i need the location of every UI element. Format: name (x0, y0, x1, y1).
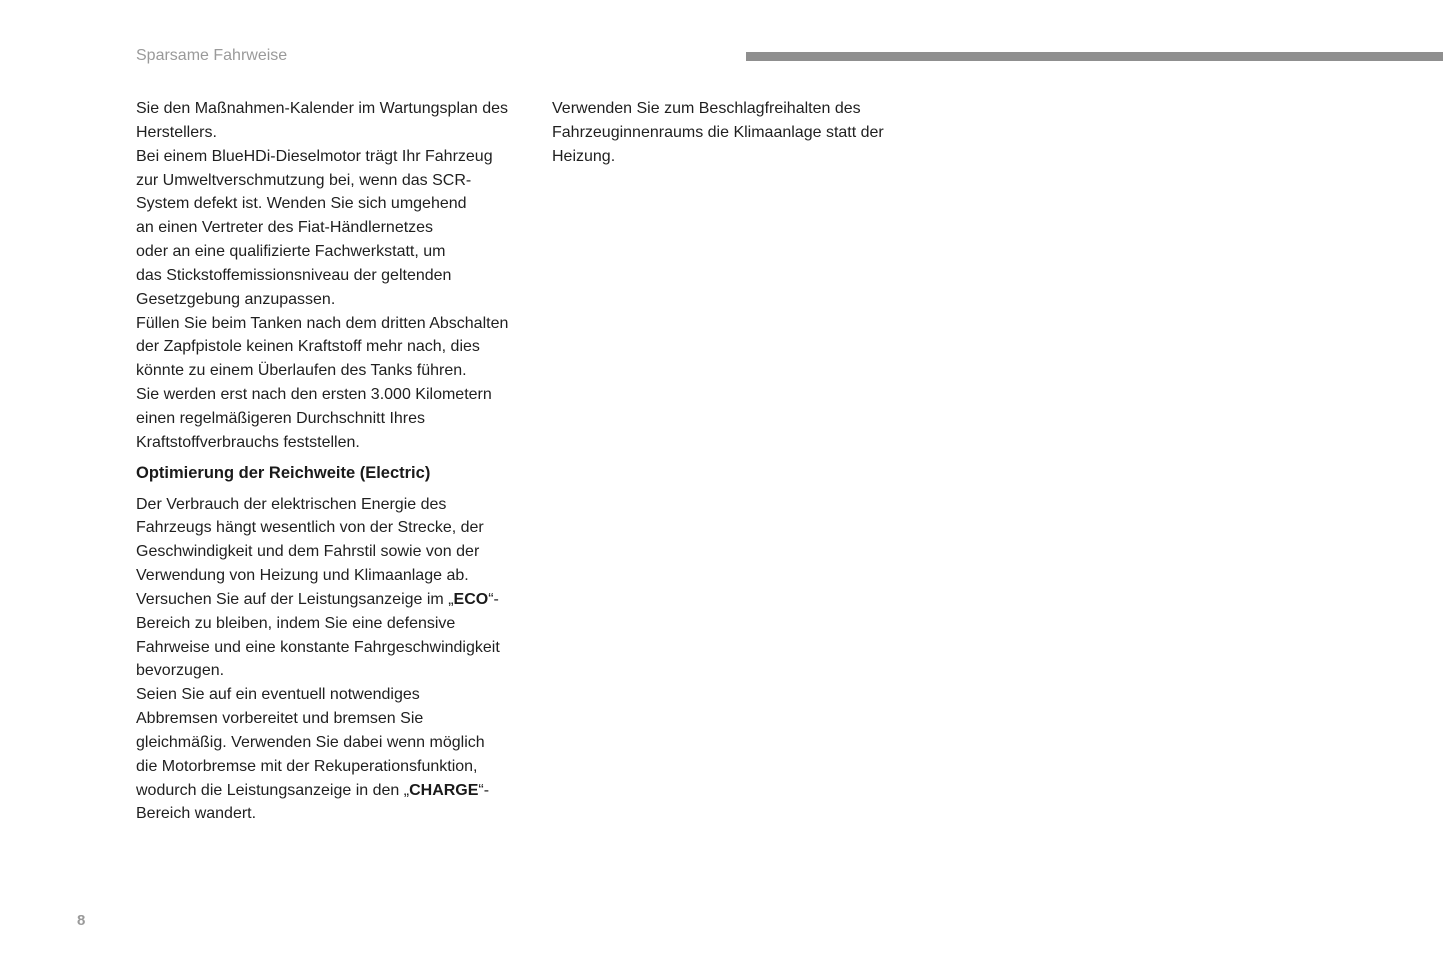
text-line: Geschwindigkeit und dem Fahrstil sowie von der (136, 543, 480, 561)
text-line: einen regelmäßigeren Durchschnitt Ihres (136, 409, 426, 427)
header-bar (746, 52, 1443, 61)
text-line: das Stickstoffemissionsniveau der geltenden (136, 266, 452, 284)
charge-line (136, 779, 536, 803)
text-line: Bereich wandert. (136, 805, 257, 823)
text-line: Verwendung von Heizung und Klimaanlage ab. (136, 567, 469, 585)
section-title: Sparsame Fahrweise (136, 47, 288, 64)
charge-line-before: wodurch die Leistungsanzeige in den „ (136, 781, 410, 799)
text-line: oder an eine qualifizierte Fachwerkstatt, um (136, 243, 446, 261)
text-line: gleichmäßig. Verwenden Sie dabei wenn möglich (136, 733, 485, 751)
page-number: 8 (77, 912, 86, 929)
text-line: Bereich zu bleiben, indem Sie eine defensive (136, 614, 456, 632)
text-line: zur Umweltverschmutzung bei, wenn das SCR- (136, 171, 472, 189)
eco-line-after: “- (488, 590, 499, 608)
text-line: bevorzugen. (136, 662, 225, 680)
text-line: Heizung. (552, 147, 616, 165)
text-line: an einen Vertreter des Fiat-Händlernetzes (136, 219, 434, 237)
text-line: Seien Sie auf ein eventuell notwendiges (136, 686, 420, 704)
text-line: Sie den Maßnahmen-Kalender im Wartungsplan des (136, 100, 509, 117)
text-line: Verwenden Sie zum Beschlagfreihalten des (552, 100, 861, 117)
text-line: Abbremsen vorbereitet und bremsen Sie (136, 710, 424, 728)
text-line: Fahrzeugs hängt wesentlich von der Strecke, der (136, 519, 484, 537)
text-line: Sie werden erst nach den ersten 3.000 Kilometern (136, 386, 492, 404)
text-line: Fahrzeuginnenraums die Klimaanlage statt der (552, 123, 884, 141)
text-line: System defekt ist. Wenden Sie sich umgehend (136, 195, 467, 213)
text-line: Gesetzgebung anzupassen. (136, 290, 336, 308)
eco-keyword: ECO (453, 590, 489, 608)
eco-line (136, 588, 536, 612)
text-line: Kraftstoffverbrauchs feststellen. (136, 433, 360, 451)
left-column (136, 97, 536, 826)
charge-line-after: “- (478, 781, 490, 799)
text-line: Fahrweise und eine konstante Fahrgeschwindigkeit (136, 638, 500, 656)
text-line: Herstellers. (136, 123, 217, 141)
section-heading: Optimierung der Reichweite (Electric) (136, 463, 431, 482)
right-column (552, 97, 932, 169)
text-line: die Motorbremse mit der Rekuperationsfunktion, (136, 757, 478, 775)
eco-line-before: Versuchen Sie auf der Leistungsanzeige im „ (136, 590, 454, 608)
charge-keyword: CHARGE (409, 781, 479, 799)
text-line: Der Verbrauch der elektrischen Energie des (136, 495, 447, 513)
text-line: der Zapfpistole keinen Kraftstoff mehr nach, dies (136, 338, 480, 356)
text-line: könnte zu einem Überlaufen des Tanks führen. (136, 362, 467, 380)
text-line: Füllen Sie beim Tanken nach dem dritten Abschalten (136, 314, 509, 332)
text-line: Bei einem BlueHDi-Dieselmotor trägt Ihr Fahrzeug (136, 147, 493, 165)
